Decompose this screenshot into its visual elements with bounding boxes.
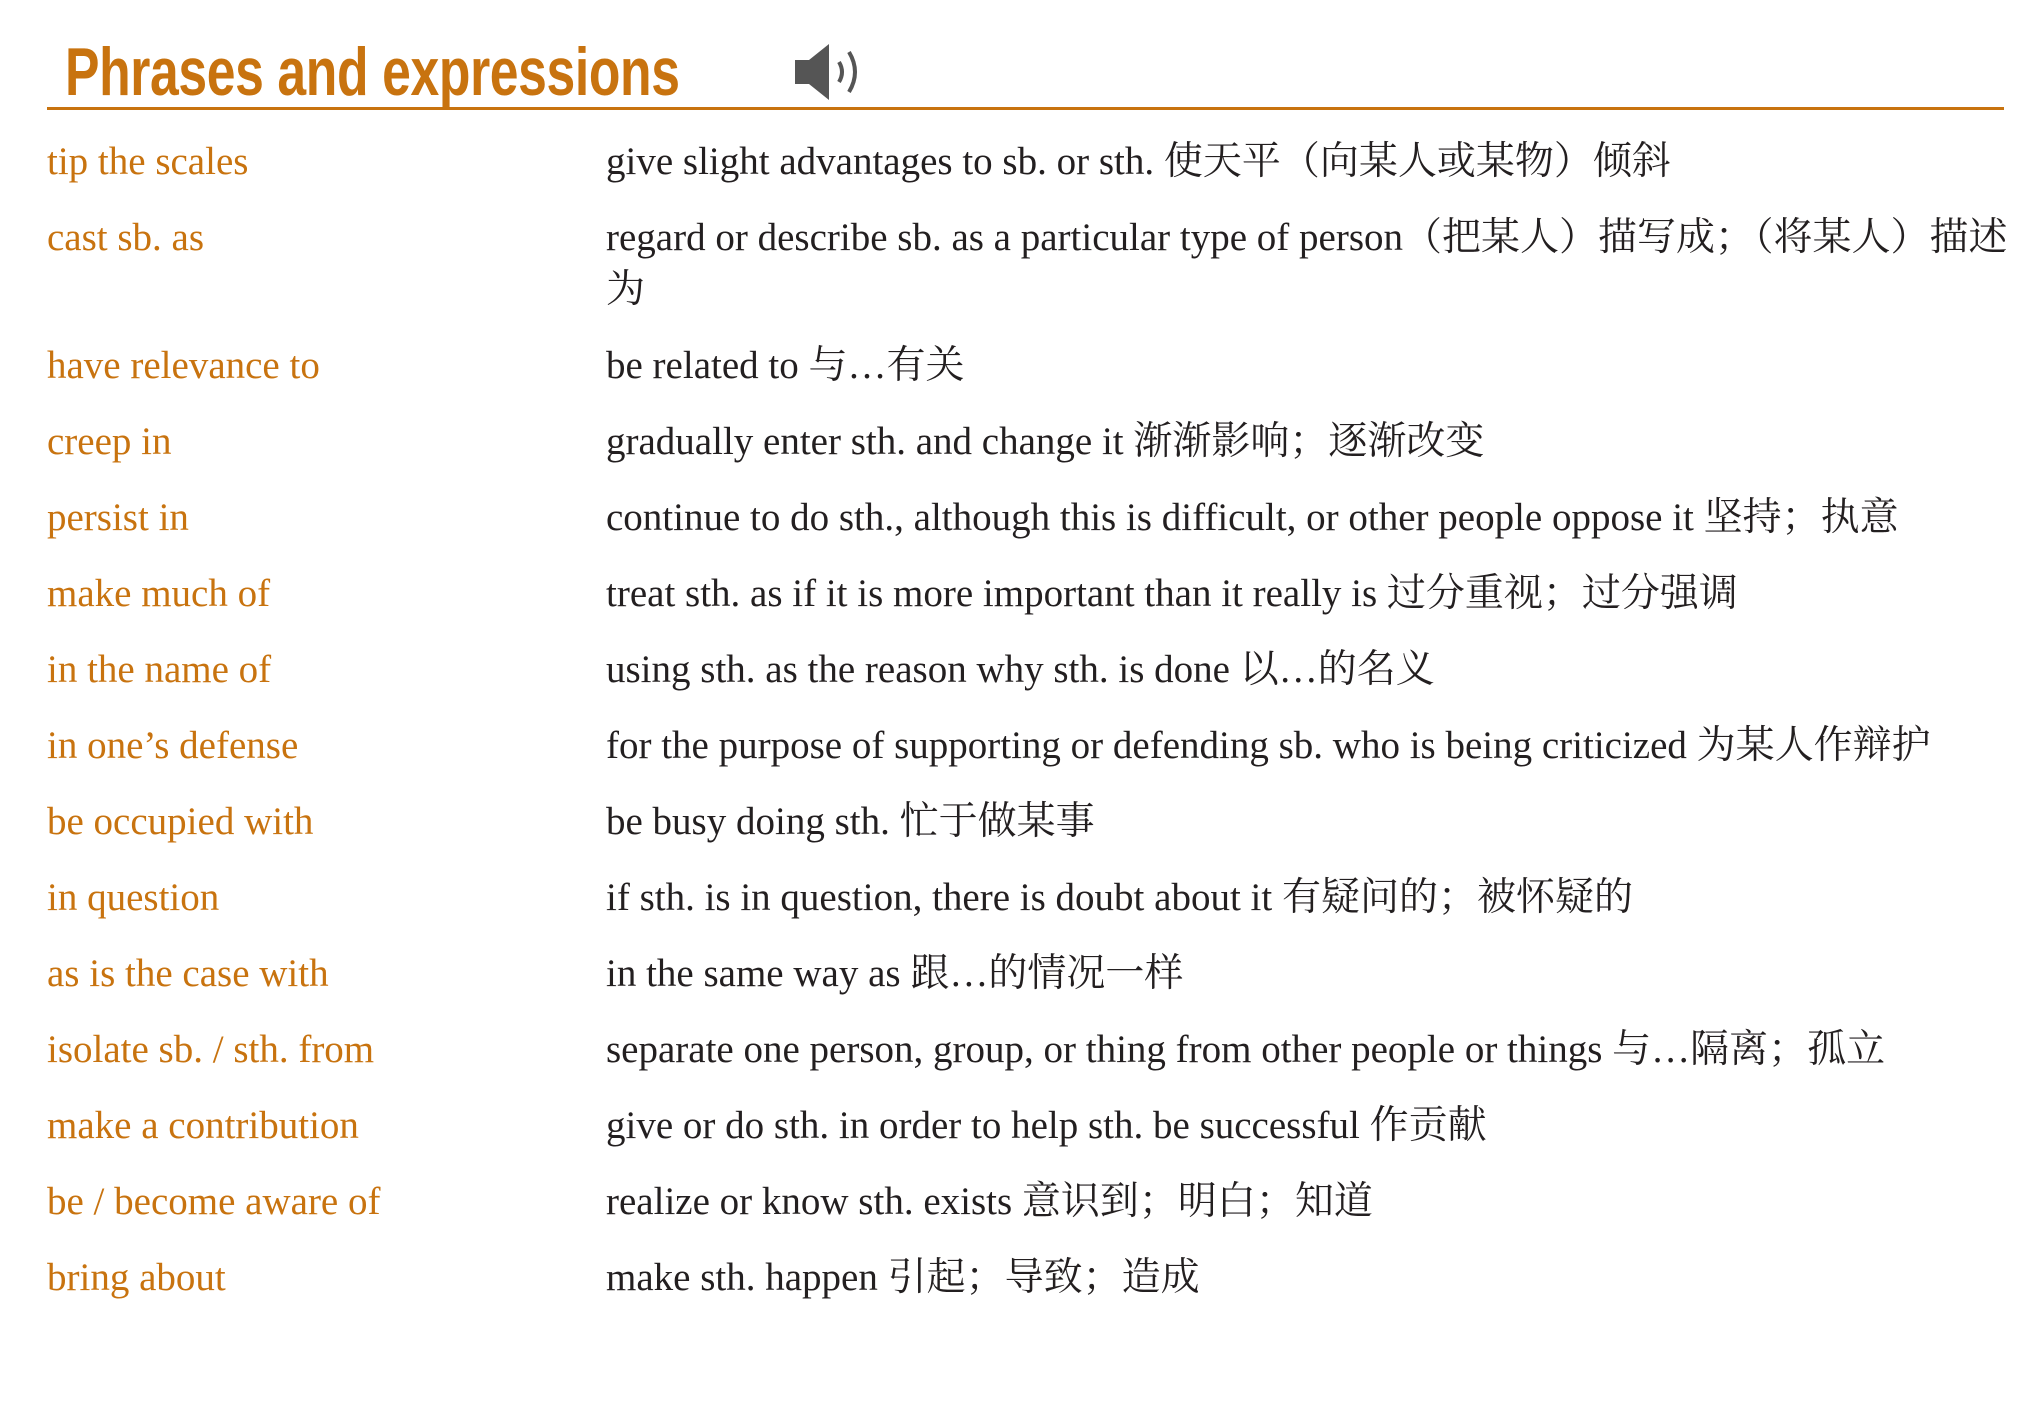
definition: separate one person, group, or thing from other people or things 与…隔离；孤立 xyxy=(606,1028,1886,1071)
definition: continue to do sth., although this is difficult, or other people oppose it 坚持；执意 xyxy=(606,496,1899,539)
list-item xyxy=(47,1024,2017,1100)
list-item xyxy=(47,1252,2017,1328)
phrase: make a contribution xyxy=(47,1104,359,1147)
phrase: in question xyxy=(47,876,220,919)
phrase: be occupied with xyxy=(47,800,314,843)
phrase-list xyxy=(47,136,2017,1328)
definition: using sth. as the reason why sth. is done 以…的名义 xyxy=(606,648,1435,691)
definition: be related to 与…有关 xyxy=(606,344,965,387)
definition: regard or describe sb. as a particular type of person（把某人）描写成；（将某人）描述为 xyxy=(606,216,2008,311)
list-item xyxy=(47,720,2017,796)
definition: be busy doing sth. 忙于做某事 xyxy=(606,800,1095,843)
list-item xyxy=(47,1176,2017,1252)
phrase: bring about xyxy=(47,1256,226,1299)
phrase: have relevance to xyxy=(47,344,320,387)
list-item xyxy=(47,568,2017,644)
phrase: as is the case with xyxy=(47,952,329,995)
definition: give slight advantages to sb. or sth. 使天平（向某人或某物）倾斜 xyxy=(606,140,1671,183)
definition: treat sth. as if it is more important than it really is 过分重视；过分强调 xyxy=(606,572,1738,615)
list-item xyxy=(47,492,2017,568)
phrase: in the name of xyxy=(47,648,272,691)
section-header xyxy=(47,30,2004,110)
definition: give or do sth. in order to help sth. be successful 作贡献 xyxy=(606,1104,1487,1147)
phrase: persist in xyxy=(47,496,189,539)
phrase: isolate sb. / sth. from xyxy=(47,1028,375,1071)
speaker-icon[interactable] xyxy=(793,42,873,102)
section-title: Phrases and expressions xyxy=(65,34,680,110)
definition: for the purpose of supporting or defending sb. who is being criticized 为某人作辩护 xyxy=(606,724,1931,767)
definition: realize or know sth. exists 意识到；明白；知道 xyxy=(606,1180,1373,1223)
list-item xyxy=(47,136,2017,212)
definition: gradually enter sth. and change it 渐渐影响；逐渐改变 xyxy=(606,420,1485,463)
phrase: cast sb. as xyxy=(47,216,205,259)
list-item xyxy=(47,948,2017,1024)
phrase: be / become aware of xyxy=(47,1180,381,1223)
list-item xyxy=(47,872,2017,948)
definition: make sth. happen 引起；导致；造成 xyxy=(606,1256,1200,1299)
list-item xyxy=(47,212,2017,340)
list-item xyxy=(47,416,2017,492)
definition: if sth. is in question, there is doubt about it 有疑问的；被怀疑的 xyxy=(606,876,1633,919)
definition: in the same way as 跟…的情况一样 xyxy=(606,952,1184,995)
phrase: in one’s defense xyxy=(47,724,299,767)
list-item xyxy=(47,1100,2017,1176)
phrase: tip the scales xyxy=(47,140,249,183)
list-item xyxy=(47,340,2017,416)
phrase: creep in xyxy=(47,420,172,463)
list-item xyxy=(47,644,2017,720)
list-item xyxy=(47,796,2017,872)
phrase: make much of xyxy=(47,572,271,615)
